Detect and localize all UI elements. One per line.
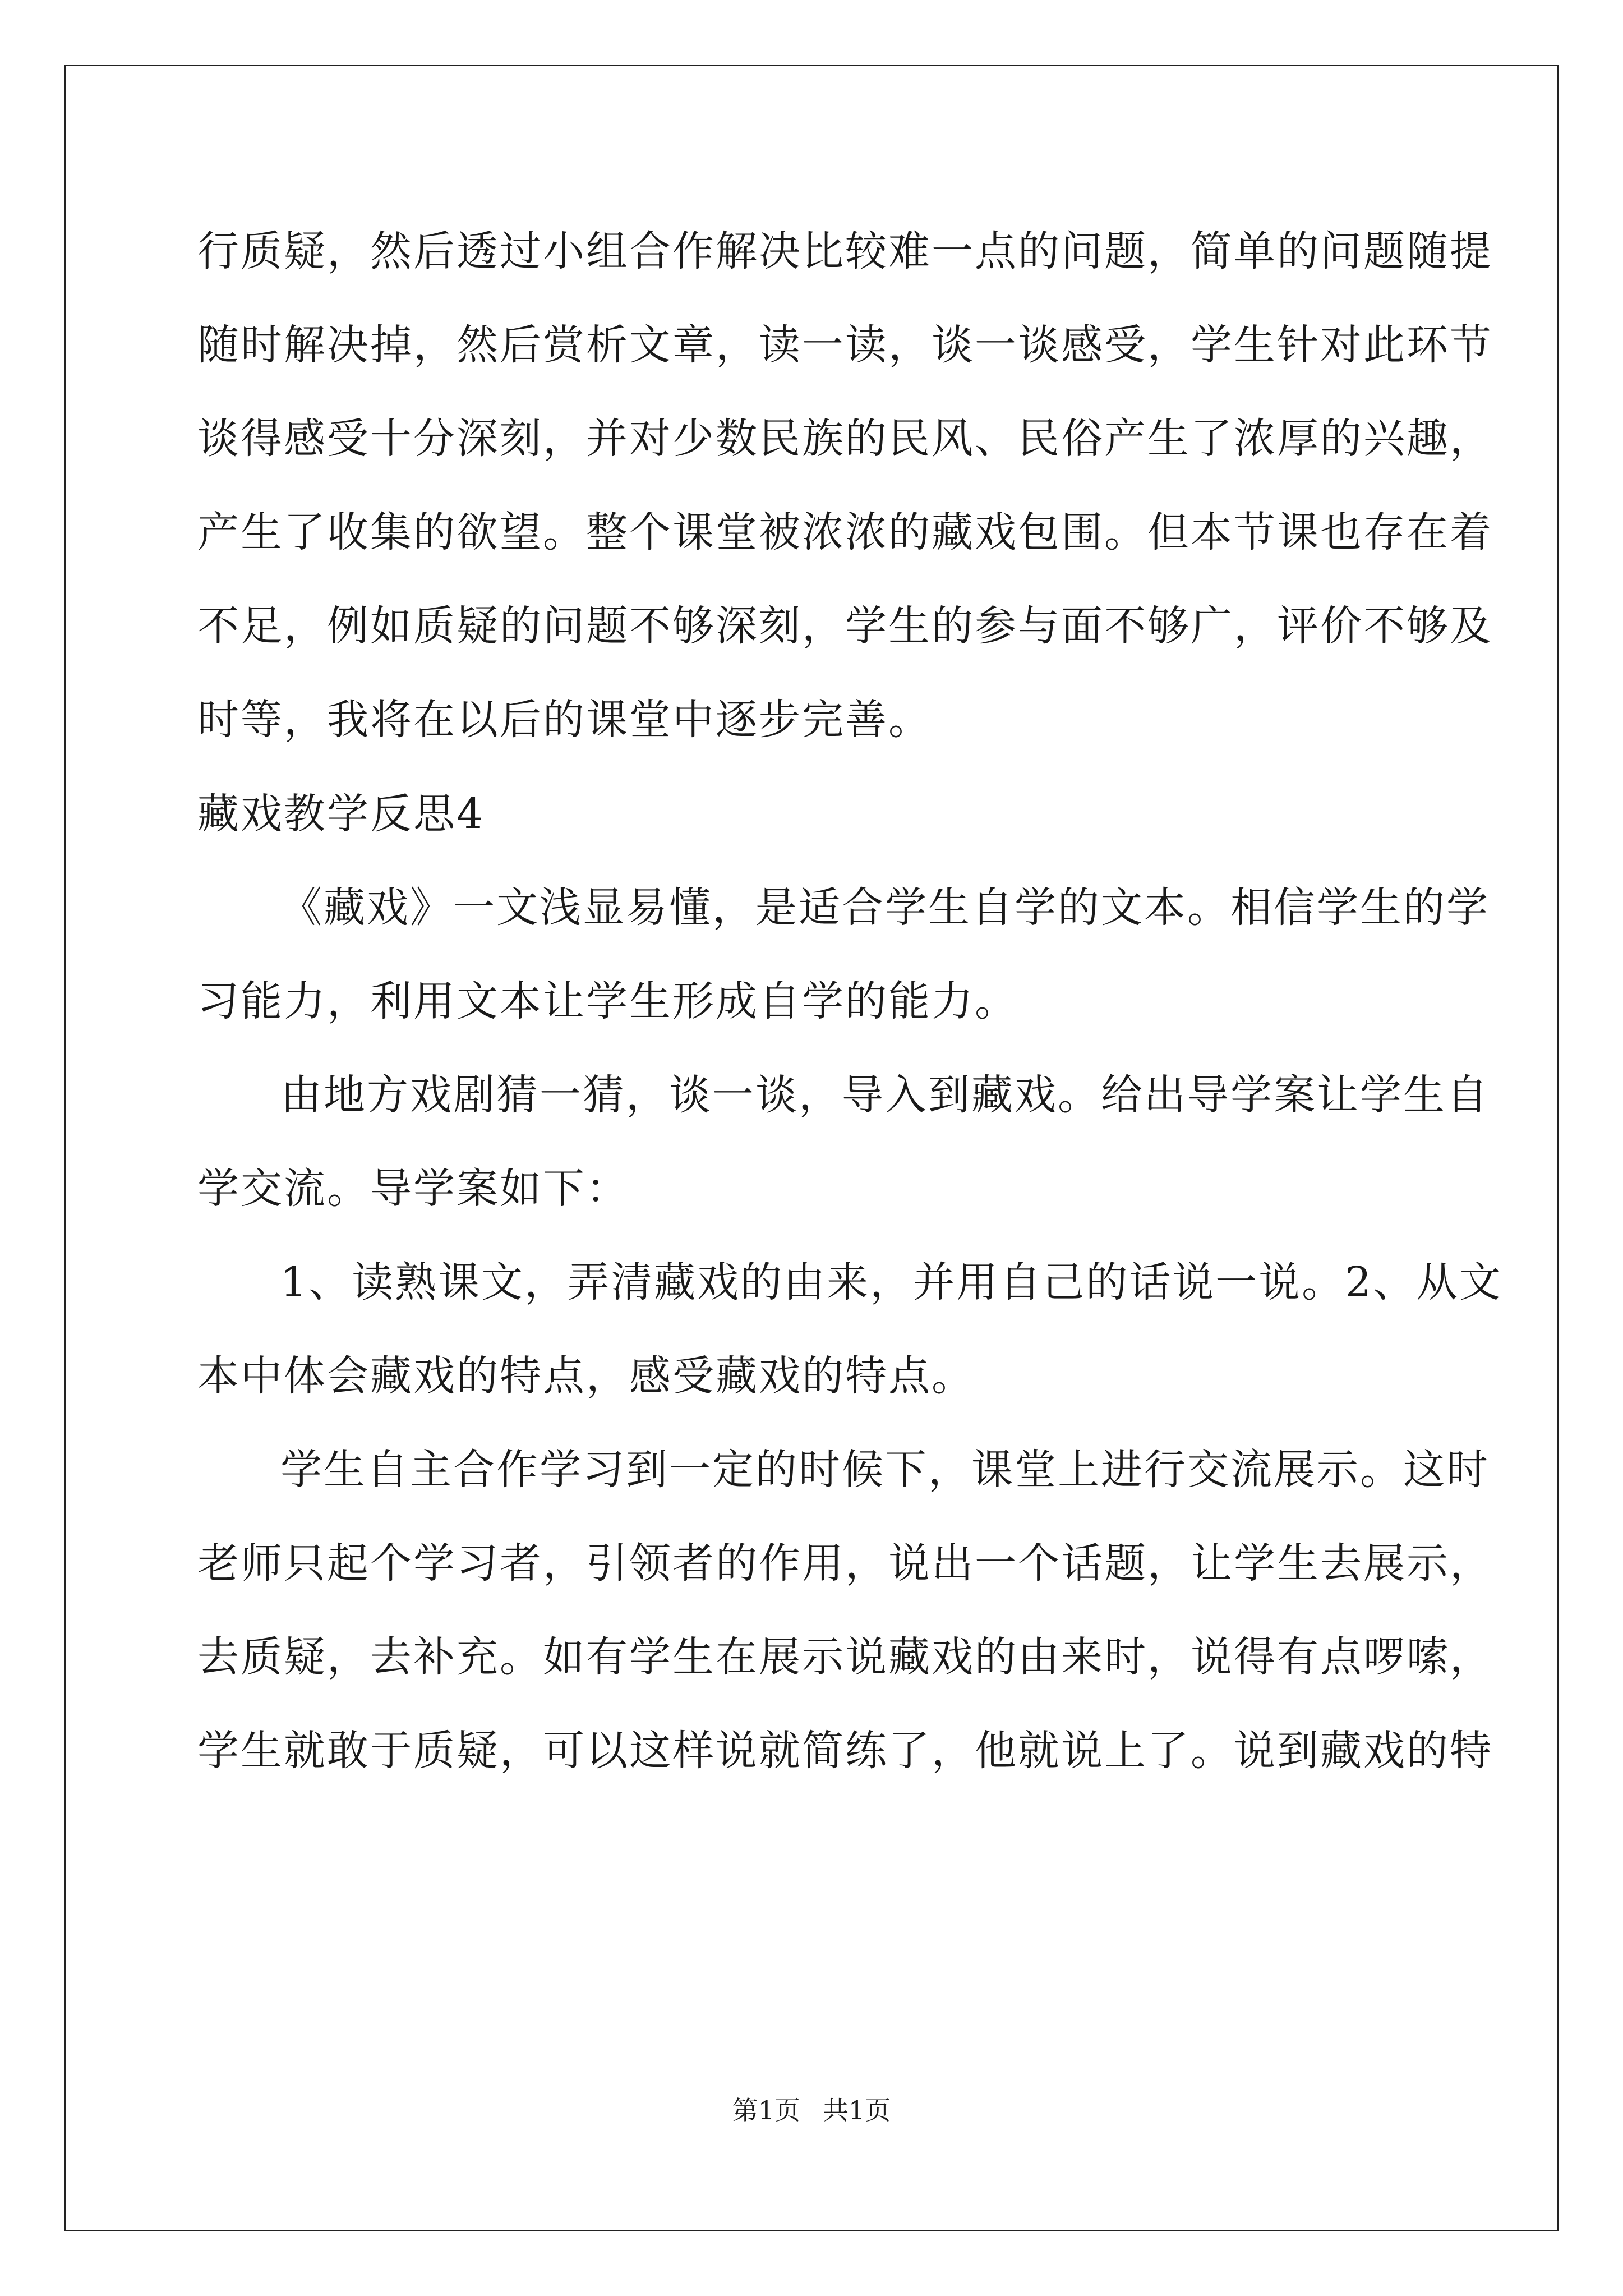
text-line: 学生自主合作学习到一定的时候下，课堂上进行交流展示。这时 bbox=[280, 1446, 1490, 1494]
text-line: 1、读熟课文，弄清藏戏的由来，并用自己的话说一说。2、从文 bbox=[280, 1258, 1503, 1306]
text-line: 随时解决掉，然后赏析文章，读一读，谈一谈感受，学生针对此环节 bbox=[197, 321, 1493, 369]
text-line: 学生就敢于质疑，可以这样说就简练了，他就说上了。说到藏戏的特 bbox=[197, 1727, 1493, 1775]
text-line: 产生了收集的欲望。整个课堂被浓浓的藏戏包围。但本节课也存在着 bbox=[197, 508, 1493, 556]
page-number: 第1页 bbox=[732, 2095, 800, 2125]
text-line: 谈得感受十分深刻，并对少数民族的民风、民俗产生了浓厚的兴趣， bbox=[197, 415, 1493, 463]
text-line: 不足，例如质疑的问题不够深刻，学生的参与面不够广，评价不够及 bbox=[197, 602, 1493, 650]
text-line: 本中体会藏戏的特点，感受藏戏的特点。 bbox=[197, 1352, 975, 1400]
text-line: 时等，我将在以后的课堂中逐步完善。 bbox=[197, 696, 932, 744]
text-line: 老师只起个学习者，引领者的作用，说出一个话题，让学生去展示， bbox=[197, 1539, 1493, 1588]
page-border bbox=[64, 65, 1559, 2231]
text-line: 去质疑，去补充。如有学生在展示说藏戏的由来时，说得有点啰嗦， bbox=[197, 1633, 1493, 1681]
page-footer bbox=[0, 2093, 1623, 2127]
section-heading: 藏戏教学反思4 bbox=[197, 790, 485, 838]
text-line: 《藏戏》一文浅显易懂，是适合学生自学的文本。相信学生的学 bbox=[280, 884, 1490, 932]
text-line: 行质疑，然后透过小组合作解决比较难一点的问题，简单的问题随提 bbox=[197, 227, 1493, 275]
text-line: 学交流。导学案如下： bbox=[197, 1165, 629, 1213]
page-total: 共1页 bbox=[823, 2095, 891, 2125]
text-line: 习能力，利用文本让学生形成自学的能力。 bbox=[197, 977, 1018, 1025]
text-line: 由地方戏剧猜一猜，谈一谈，导入到藏戏。给出导学案让学生自 bbox=[280, 1071, 1490, 1119]
